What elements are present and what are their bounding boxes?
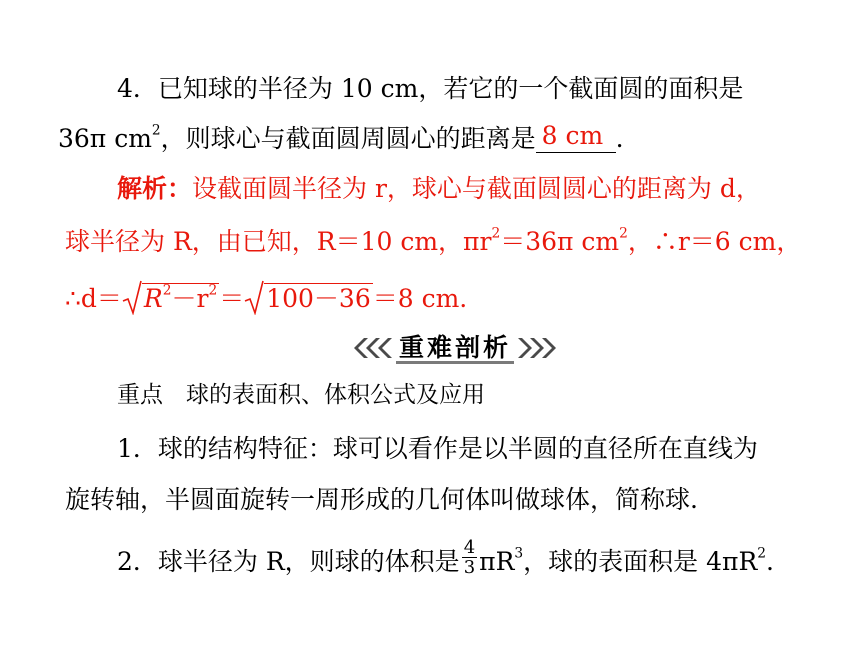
solution-text: 设截面圆半径为 r，球心与截面圆圆心的距离为 d， xyxy=(192,174,761,203)
paragraph-2: 2．球半径为 R，则球的体积是 $\frac{4}{3}$ $\pi R^3$，球的表面积是 $4\pi R^2$. xyxy=(117,537,774,578)
solution-line-3: ∴d＝ $R^2-r^2=$ 100－36＝8 cm. xyxy=(65,282,467,316)
sqrt-expression-2: 100－36 xyxy=(244,282,373,316)
answer-blank xyxy=(536,122,616,153)
question-line-1 xyxy=(117,72,743,106)
question-text: 4．已知球的半径为 10 cm，若它的一个截面圆的面积是 xyxy=(117,74,744,103)
section-heading: 重点 球的表面积、体积公式及应用 xyxy=(117,382,485,408)
answer-text: 8 cm xyxy=(541,121,604,150)
solution-line-1 xyxy=(117,172,761,206)
section-banner xyxy=(340,328,570,368)
solution-label: 解析： xyxy=(117,174,193,203)
fraction-four-thirds: $\frac{4}{3}$ xyxy=(463,537,476,578)
paragraph-1-line-1: 1．球的结构特征：球可以看作是以半圆的直径所在直线为 xyxy=(117,434,758,463)
paragraph-1-line-2: 旋转轴，半圆面旋转一周形成的几何体叫做球体，简称球. xyxy=(65,485,698,514)
solution-line-2: 球半径为 R，由已知，R＝10 cm，$\pi r^2=36\pi$ $cm^2$，∴r＝6 cm， xyxy=(65,225,802,256)
banner-title: 重难剖析 xyxy=(398,333,511,362)
question-line-2: 36π $cm^2$，则球心与截面圆周圆心的距离是 8 cm . xyxy=(58,121,624,153)
sqrt-expression-1: $R^2-r^2$ xyxy=(122,282,219,316)
